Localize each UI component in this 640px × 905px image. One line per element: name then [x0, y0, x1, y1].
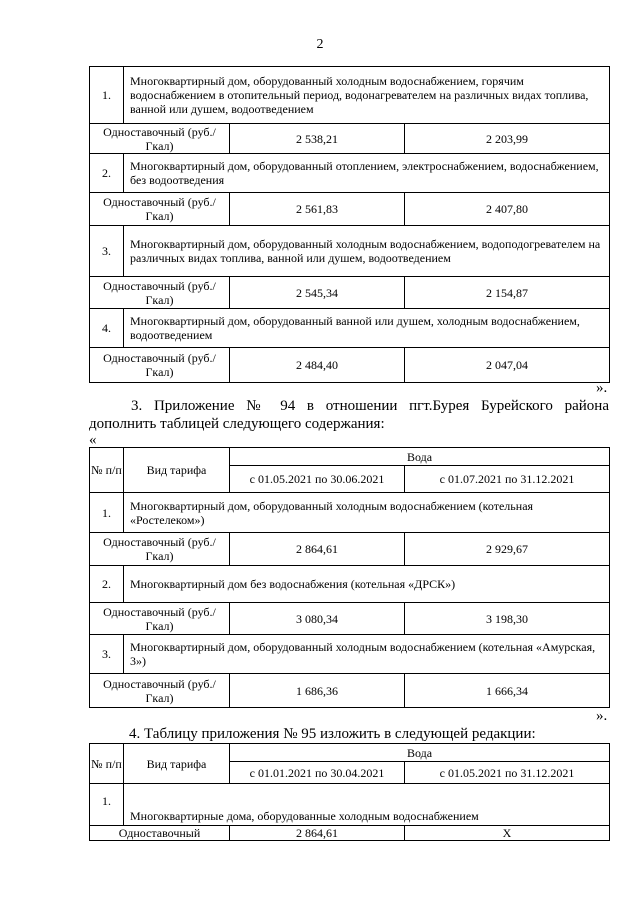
table-row	[90, 493, 610, 533]
tariff-table-2	[89, 447, 610, 708]
row-number: 1.	[90, 493, 124, 533]
table-header-row	[90, 744, 610, 762]
tariff-type: Одноставочный (руб./Гкал)	[90, 674, 230, 708]
row-number: 3.	[90, 226, 124, 277]
tariff-type: Одноставочный	[90, 826, 230, 841]
tariff-value-period2: 3 198,30	[405, 603, 610, 635]
row-number: 3.	[90, 635, 124, 674]
table-row	[90, 635, 610, 674]
table-row	[90, 277, 610, 309]
tariff-table-1	[89, 66, 610, 383]
tariff-value-period2: 2 929,67	[405, 533, 610, 566]
row-number: 1.	[90, 784, 124, 826]
header-tariff-type: Вид тарифа	[124, 448, 230, 493]
tariff-type: Одноставочный (руб./Гкал)	[90, 603, 230, 635]
header-tariff-type: Вид тарифа	[124, 744, 230, 784]
header-num: № п/п	[90, 744, 124, 784]
header-num: № п/п	[90, 448, 124, 493]
tariff-type: Одноставочный (руб./Гкал)	[90, 277, 230, 309]
row-number: 1.	[90, 67, 124, 124]
tariff-type: Одноставочный (руб./Гкал)	[90, 348, 230, 383]
tariff-value-period2: 2 203,99	[405, 124, 610, 154]
row-description: Многоквартирный дом, оборудованный холодным водоснабжением, водоподогревателем на различных видах топлива, ванной или душем, водоотведением	[124, 226, 610, 277]
row-description: Многоквартирный дом без водоснабжения (котельная «ДРСК»)	[124, 566, 610, 603]
tariff-value-period2: 1 666,34	[405, 674, 610, 708]
tariff-value-period1: 2 864,61	[230, 533, 405, 566]
paragraph-3-line1: 3. Приложение № 94 в отношении пгт.Бурея Бурейского района	[131, 398, 609, 414]
tariff-value-period2: 2 047,04	[405, 348, 610, 383]
table-row	[90, 226, 610, 277]
table-row	[90, 603, 610, 635]
tariff-value-period1: 3 080,34	[230, 603, 405, 635]
tariff-value-period1: 2 864,61	[230, 826, 405, 841]
tariff-value-period2: 2 154,87	[405, 277, 610, 309]
tariff-value-period1: 2 561,83	[230, 193, 405, 226]
table-row	[90, 348, 610, 383]
opening-quote: «	[89, 432, 97, 448]
table-row	[90, 154, 610, 193]
row-description: Многоквартирный дом, оборудованный холодным водоснабжением (котельная «Ростелеком»)	[124, 493, 610, 533]
header-period2: с 01.05.2021 по 31.12.2021	[405, 762, 610, 784]
tariff-value-period1: 2 538,21	[230, 124, 405, 154]
row-description: Многоквартирный дом, оборудованный холодным водоснабжением (котельная «Амурская, 3»)	[124, 635, 610, 674]
row-description: Многоквартирный дом, оборудованный холодным водоснабжением, горячим водоснабжением в отопительный период, водонагревателем на различных видах топлива, ванной или душем, водоотведением	[124, 67, 610, 124]
table-row	[90, 309, 610, 348]
paragraph-4: 4. Таблицу приложения № 95 изложить в следующей редакции:	[129, 726, 536, 742]
table-row	[90, 124, 610, 154]
tariff-value-period2: 2 407,80	[405, 193, 610, 226]
tariff-value-period1: 2 484,40	[230, 348, 405, 383]
row-description: Многоквартирный дом, оборудованный отоплением, электроснабжением, водоснабжением, без водоотведения	[124, 154, 610, 193]
header-water: Вода	[230, 744, 610, 762]
tariff-type: Одноставочный (руб./Гкал)	[90, 193, 230, 226]
table-row	[90, 67, 610, 124]
tariff-value-period1: 1 686,36	[230, 674, 405, 708]
row-number: 4.	[90, 309, 124, 348]
table-row	[90, 784, 610, 826]
tariff-value-period1: 2 545,34	[230, 277, 405, 309]
tariff-table-3	[89, 743, 610, 841]
header-water: Вода	[230, 448, 610, 466]
paragraph-3-line2: дополнить таблицей следующего содержания:	[89, 416, 385, 432]
tariff-type: Одноставочный (руб./Гкал)	[90, 124, 230, 154]
table-row	[90, 826, 610, 841]
header-period1: с 01.05.2021 по 30.06.2021	[230, 466, 405, 493]
closing-quote: ».	[596, 380, 608, 396]
table-row	[90, 533, 610, 566]
row-number: 2.	[90, 154, 124, 193]
closing-quote: ».	[596, 708, 608, 724]
tariff-value-period2: Х	[405, 826, 610, 841]
table-row	[90, 566, 610, 603]
row-number: 2.	[90, 566, 124, 603]
header-period1: с 01.01.2021 по 30.04.2021	[230, 762, 405, 784]
page-number: 2	[316, 37, 324, 52]
table-row	[90, 193, 610, 226]
row-description: Многоквартирные дома, оборудованные холодным водоснабжением	[124, 784, 610, 826]
header-period2: с 01.07.2021 по 31.12.2021	[405, 466, 610, 493]
table-header-row	[90, 448, 610, 466]
table-row	[90, 674, 610, 708]
row-description: Многоквартирный дом, оборудованный ванной или душем, холодным водоснабжением, водоотведением	[124, 309, 610, 348]
tariff-type: Одноставочный (руб./Гкал)	[90, 533, 230, 566]
